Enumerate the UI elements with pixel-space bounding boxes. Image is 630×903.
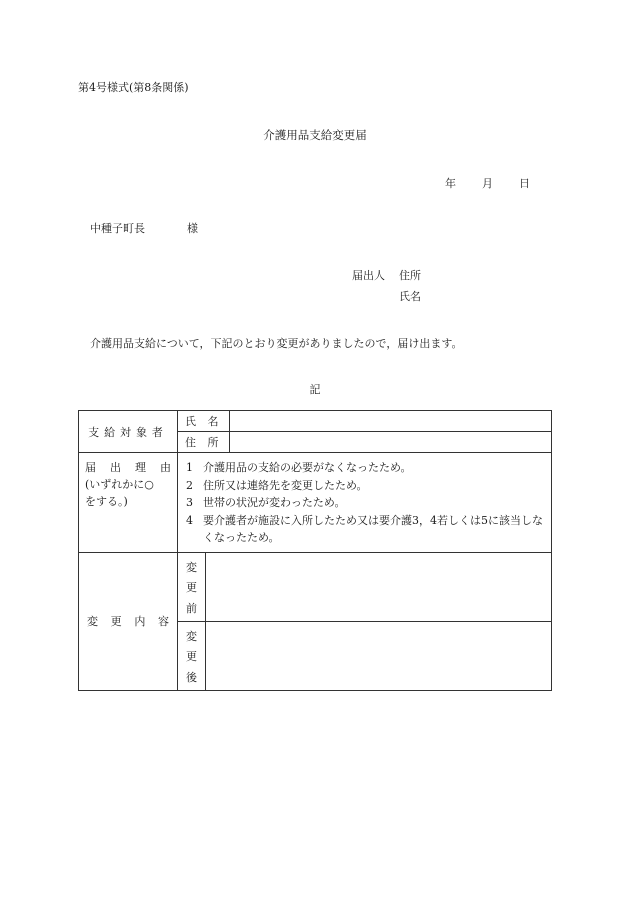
reason-row	[79, 453, 552, 553]
reason-number: 3	[186, 496, 193, 509]
addressee	[90, 223, 198, 234]
reason-option[interactable]	[186, 459, 545, 477]
applicant-name-label: 氏名	[399, 290, 421, 303]
reason-number: 1	[186, 461, 193, 474]
date-line	[445, 178, 530, 189]
reason-options	[178, 453, 552, 553]
reason-label-char: 理	[135, 461, 146, 474]
recipient-label-cell	[79, 411, 178, 453]
document-title: 介護用品支給変更届	[263, 128, 367, 142]
before-label-char: 更	[186, 581, 197, 594]
reason-text: 介護用品の支給の必要がなくなったため。	[203, 461, 412, 474]
reason-number: 4	[186, 513, 193, 527]
reason-text: 要介護者が施設に入所したため又は要介護3，4若しくは5に該当しなくなったため。	[203, 513, 543, 544]
reason-label-line1	[85, 459, 171, 476]
before-label-char: 前	[186, 601, 197, 615]
after-label-char: 更	[186, 650, 197, 663]
reason-option[interactable]	[186, 477, 545, 495]
after-label-char: 後	[186, 670, 197, 684]
reason-label-line2: (いずれかに○	[85, 478, 154, 491]
ki-heading: 記	[309, 383, 321, 396]
after-label-cell	[178, 621, 206, 690]
change-form-table	[78, 410, 552, 691]
after-label-char: 変	[186, 629, 197, 643]
change-before-row	[79, 552, 552, 621]
change-label-cell	[79, 552, 182, 690]
form-number: 第4号様式(第8条関係)	[78, 81, 189, 94]
name-label: 氏名	[185, 415, 231, 428]
intro-text: 介護用品支給について，下記のとおり変更がありましたので，届け出ます。	[90, 337, 463, 350]
reason-option[interactable]	[186, 494, 545, 512]
address-label-cell	[178, 432, 230, 453]
recipient-label: 支給対象者	[88, 425, 168, 439]
after-field[interactable]	[206, 621, 552, 690]
recipient-name-row	[79, 411, 552, 432]
address-field[interactable]	[230, 432, 552, 453]
reason-option[interactable]	[186, 512, 545, 547]
reason-label-char: 届	[85, 461, 96, 474]
reason-text: 世帯の状況が変わったため。	[203, 496, 346, 509]
before-label-char: 変	[186, 560, 197, 574]
reason-label-line3: をする。)	[85, 495, 128, 508]
date-day-label: 日	[519, 177, 530, 190]
reason-label-char: 由	[160, 461, 171, 474]
applicant-label: 届出人	[352, 269, 385, 282]
reason-label-cell	[79, 453, 178, 553]
name-label-cell	[178, 411, 230, 432]
change-label: 変更内容	[87, 615, 182, 628]
reason-label-char: 出	[110, 461, 121, 474]
address-label: 住所	[185, 436, 231, 449]
reason-number: 2	[186, 478, 193, 492]
addressee-name: 中種子町長	[90, 222, 145, 235]
date-month-label: 月	[482, 177, 493, 190]
date-year-label: 年	[445, 177, 456, 190]
before-field[interactable]	[206, 552, 552, 621]
addressee-honorific: 様	[187, 222, 198, 235]
reason-text: 住所又は連絡先を変更したため。	[203, 478, 368, 492]
name-field[interactable]	[230, 411, 552, 432]
before-label-cell	[178, 552, 206, 621]
applicant-address-label: 住所	[399, 269, 421, 282]
